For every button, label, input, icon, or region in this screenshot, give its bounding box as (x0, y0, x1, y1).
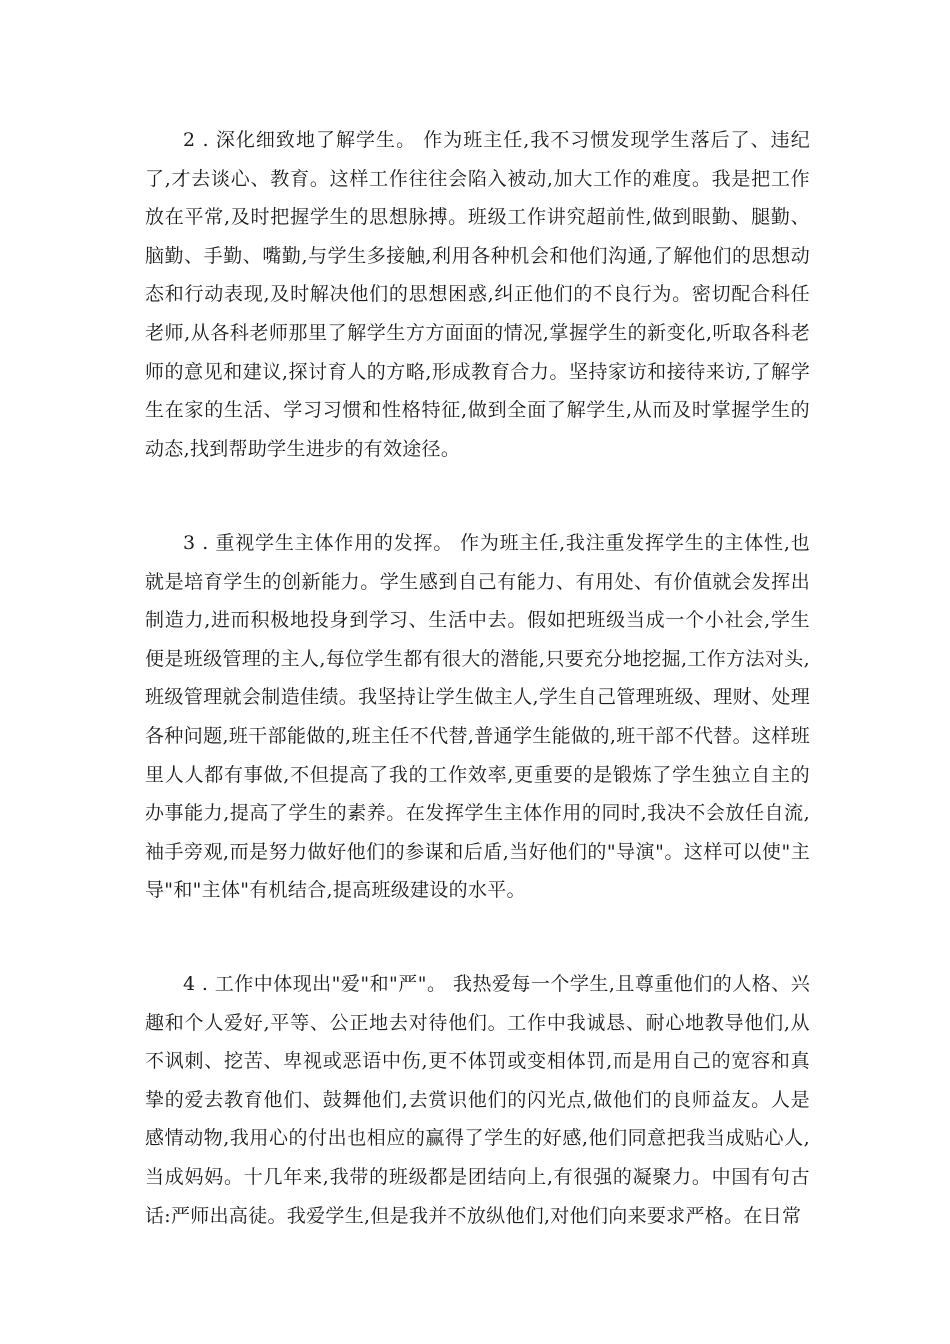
paragraph-2: 2 . 深化细致地了解学生。 作为班主任,我不习惯发现学生落后了、违纪了,才去谈心、教育。这样工作往往会陷入被动,加大工作的难度。我是把工作放在平常,及时把握学生的思想脉搏。班级工作讲究超前性,做到眼勤、腿勤、脑勤、手勤、嘴勤,与学生多接触,利用各种机会和他们沟通,了解他们的思想动态和行动表现,及时解决他们的思想困惑,纠正他们的不良行为。密切配合科任老师,从各科老师那里了解学生方方面面的情况,掌握学生的新变化,听取各科老师的意见和建议,探讨育人的方略,形成教育合力。坚持家访和接待来访,了解学生在家的生活、学习习惯和性格特征,做到全面了解学生,从而及时掌握学生的动态,找到帮助学生进步的有效途径。 (145, 129, 810, 460)
paragraph-3: 3 . 重视学生主体作用的发挥。 作为班主任,我注重发挥学生的主体性,也就是培育学生的创新能力。学生感到自己有能力、有用处、有价值就会发挥出制造力,进而积极地投身到学习、生活中去。假如把班级当成一个小社会,学生便是班级管理的主人,每位学生都有很大的潜能,只要充分地挖掘,工作方法对头,班级管理就会制造佳绩。我坚持让学生做主人,学生自己管理班级、理财、处理各种问题,班干部能做的,班主任不代替,普通学生能做的,班干部不代替。这样班里人人都有事做,不但提高了我的工作效率,更重要的是锻炼了学生独立自主的办事能力,提高了学生的素养。在发挥学生主体作用的同时,我决不会放任自流,袖手旁观,而是努力做好他们的参谋和后盾,当好他们的"导演"。这样可以使"主导"和"主体"有机结合,提高班级建设的水平。 (145, 532, 810, 902)
paragraph-4: 4 . 工作中体现出"爱"和"严"。 我热爱每一个学生,且尊重他们的人格、兴趣和个人爱好,平等、公正地去对待他们。工作中我诚恳、耐心地教导他们,从不讽刺、挖苦、卑视或恶语中伤,更不体罚或变相体罚,而是用自己的宽容和真挚的爱去教育他们、鼓舞他们,去赏识他们的闪光点,做他们的良师益友。人是感情动物,我用心的付出也相应的赢得了学生的好感,他们同意把我当成贴心人,当成妈妈。十几年来,我带的班级都是团结向上,有很强的凝聚力。中国有句古话:严师出高徒。我爱学生,但是我并不放纵他们,对他们向来要求严格。在日常 (145, 973, 810, 1227)
